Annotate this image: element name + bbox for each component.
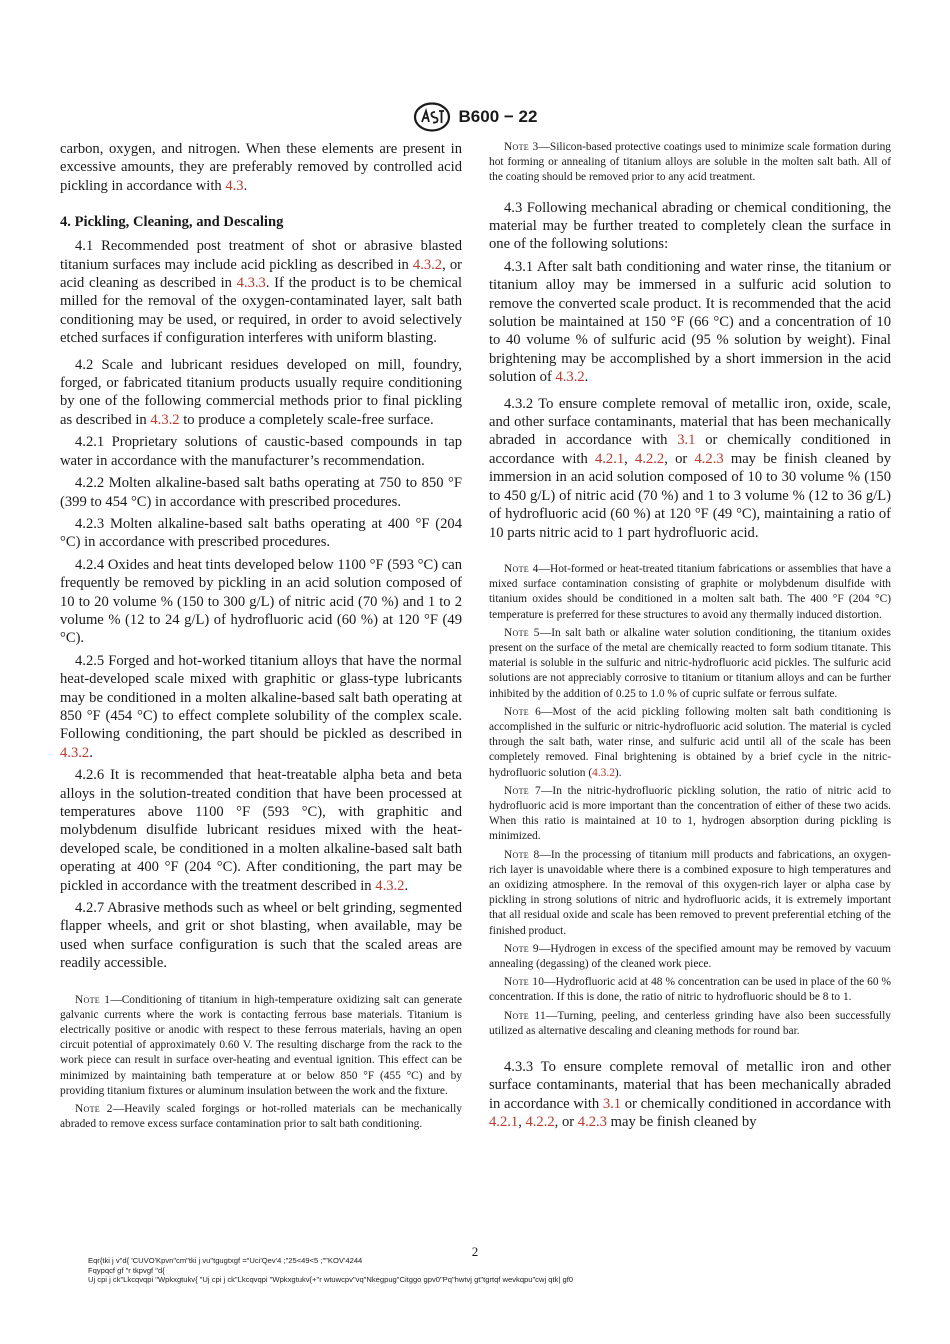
ref-link-3-1[interactable]: 3.1 bbox=[602, 1095, 622, 1112]
document-designation: B600 − 22 bbox=[458, 107, 538, 126]
ref-link-4-2-3[interactable]: 4.2.3 bbox=[694, 450, 724, 467]
document-header bbox=[0, 102, 950, 132]
paragraph-intro: carbon, oxygen, and nitrogen. When these elements are present in excessive amounts, they are preferably removed by controlled acid pickling in accordance with 4.3. bbox=[60, 141, 462, 194]
note-7: Note 7—In the nitric-hydrofluoric pickling solution, the ratio of nitric acid to hydrofluoric acid is more important than the concentration of either of these two acids. When this ratio is maintained at 10 to 1, hydrogen absorption during pickling is minimized. bbox=[489, 784, 891, 843]
paragraph-4-2-3: 4.2.3 Molten alkaline-based salt baths operating at 400 °F (204 °C) in accordance with prescribed procedures. bbox=[60, 515, 462, 551]
right-column bbox=[489, 140, 891, 1136]
ref-link-4-3-2[interactable]: 4.3.2 bbox=[375, 877, 405, 894]
note-2: Note 2—Heavily scaled forgings or hot-rolled materials can be mechanically abraded to remove excess surface contamination prior to salt bath conditioning. bbox=[60, 1103, 462, 1131]
paragraph-4-2-5: 4.2.5 Forged and hot-worked titanium alloys that have the normal heat-developed scale mixed with graphitic or glass-type lubricants may be conditioned in a molten alkaline-based salt bath operating at 850 °F (454 °C) to effect complete solubility of the complex scale. Following conditioning, the part should be pickled as described in 4.3.2. bbox=[60, 652, 462, 761]
astm-logo-icon bbox=[413, 102, 451, 132]
note-11: Note 11—Turning, peeling, and centerless grinding have also been successfully utilized as alternative descaling and cleaning methods for round bar. bbox=[489, 1009, 891, 1037]
note-1: Note 1—Conditioning of titanium in high-temperature oxidizing salt can generate galvanic currents where the work is contacting ferrous base materials. Titanium is electrically positive or anodic with respect to these ferrous materials, having an open circuit potential of approximately 0.60 V. The resulting discharge from the rack to the work piece can result in surface over-heating and eventual ignition. This effect can be minimized by maintaining bath temperature at or below 850 °F (455 °C) and by providing titanium fixtures or aluminum insulation between the work and the fixture. bbox=[60, 993, 463, 1097]
footer-line: Fqypqcf gf "r tkpvgf "d{ bbox=[88, 1265, 165, 1275]
ref-link-4-3-2[interactable]: 4.3.2 bbox=[150, 411, 180, 428]
ref-link-4-3-2[interactable]: 4.3.2 bbox=[60, 744, 90, 761]
note-5: Note 5—In salt bath or alkaline water solution conditioning, the titanium oxides present on the surface of the metal are chemically reacted to form sodium titanate. This material is soluble in the sulfuric and nitric-hydrofluoric acid pickles. The sulfuric acid solutions are not appreciably corrosive to titanium or titanium alloys and can be further inhibited by the addition of 0.25 to 1.0 % of cupric sulfate or ferrous sulfate. bbox=[489, 626, 891, 700]
paragraph-4-3-3: 4.3.3 To ensure complete removal of metallic iron and other surface contaminants, material that has been mechanically abraded in accordance with 3.1 or chemically conditioned in accordance with 4.2.1, 4.2.2, or 4.2.3 may be finish cleaned by bbox=[489, 1059, 891, 1131]
note-4: Note 4—Hot-formed or heat-treated titanium fabrications or assemblies that have a mixed surface contamination consisting of graphite or molybdenum disulfide with titanium oxides should be conditioned in a molten salt bath. The 400 °F (204 °C) temperature is preferred for these structures to avoid any thermally induced distortion. bbox=[489, 562, 891, 621]
note-8: Note 8—In the processing of titanium mill products and fabrications, an oxygen-rich layer is unavoidable where there is a combined exposure to high temperatures and an oxidizing atmosphere. In the removal of this oxygen-rich layer or alpha case by pickling in strong solutions of nitric and hydrofluoric acids, it is extremely important that all residual oxide and scale has been removed to prevent preferential etching of the finished product. bbox=[489, 848, 891, 937]
note-3: Note 3—Silicon-based protective coatings used to minimize scale formation during hot forming or annealing of titanium alloys are soluble in the molten salt bath. All of the coating should be removed prior to any acid treatment. bbox=[489, 141, 892, 184]
paragraph-4-2-4: 4.2.4 Oxides and heat tints developed below 1100 °F (593 °C) can frequently be removed by pickling in an acid solution composed of 10 to 20 volume % (150 to 300 g/L) of nitric acid (70 %) and 1 to 2 volume % (12 to 24 g/L) of hydrofluoric acid (60 %) at 120 °F (49 °C). bbox=[60, 556, 462, 647]
paragraph-4-2: 4.2 Scale and lubricant residues developed on mill, foundry, forged, or fabricated titanium products usually require conditioning by one of the following commercial methods prior to final pickling as described in 4.3.2 to produce a completely scale-free surface. bbox=[60, 356, 462, 428]
paragraph-4-2-1: 4.2.1 Proprietary solutions of caustic-based compounds in tap water in accordance with the manufacturer’s recommendation. bbox=[60, 434, 462, 469]
ref-link-4-3-2[interactable]: 4.3.2 bbox=[592, 766, 615, 779]
ref-link-4-2-1[interactable]: 4.2.1 bbox=[489, 1114, 519, 1131]
section-heading-4: 4. Pickling, Cleaning, and Descaling bbox=[60, 214, 284, 231]
ref-link-4-3[interactable]: 4.3 bbox=[225, 177, 244, 194]
ref-link-4-3-2[interactable]: 4.3.2 bbox=[412, 256, 443, 273]
ref-link-4-2-3[interactable]: 4.2.3 bbox=[577, 1114, 607, 1131]
note-6: Note 6—Most of the acid pickling following molten salt bath conditioning is accomplished in the sulfuric or nitric-hydrofluoric acid solution. The material is cycled through the salt bath, water rinse, and sulfuric acid until all of the scale has been completely removed. Final brightening is obtained by a brief cycle in the nitric-hydrofluoric solution (4.3.2). bbox=[489, 705, 891, 779]
ref-link-4-2-1[interactable]: 4.2.1 bbox=[594, 450, 625, 467]
ref-link-4-3-3[interactable]: 4.3.3 bbox=[236, 275, 266, 292]
paragraph-4-2-2: 4.2.2 Molten alkaline-based salt baths operating at 750 to 850 °F (399 to 454 °C) in accordance with prescribed procedures. bbox=[60, 475, 462, 510]
left-column bbox=[60, 140, 462, 1135]
paragraph-4-2-6: 4.2.6 It is recommended that heat-treatable alpha beta and beta alloys in the solution-treated condition that have been processed at temperatures above 1100 °F (593 °C), with graphitic and molybdenum disulfide lubricant residues mixed with the heat-developed scale, be conditioned in a molten alkaline-based salt bath operating at 400 °F (204 °C). After conditioning, the part may be pickled in accordance with the treatment described in 4.3.2. bbox=[60, 767, 462, 894]
paragraph-4-3-1: 4.3.1 After salt bath conditioning and water rinse, the titanium or titanium alloy may be immersed in a sulfuric acid solution to remove the converted scale product. It is recommended that the acid solution be maintained at 150 °F (66 °C) and a concentration of 10 to 40 volume % of sulfuric acid (95 % solution by weight). Final brightening may be accomplished by a short immersion in the acid solution of 4.3.2. bbox=[489, 258, 891, 386]
license-footer bbox=[88, 1256, 788, 1285]
page-number: 2 bbox=[471, 1244, 479, 1259]
ref-link-4-2-2[interactable]: 4.2.2 bbox=[525, 1114, 555, 1131]
ref-link-4-2-2[interactable]: 4.2.2 bbox=[635, 450, 665, 467]
ref-link-4-3-2[interactable]: 4.3.2 bbox=[555, 369, 585, 386]
footer-line: Eqr{tki j v"d{ 'CUVO'Kpvn"cm"tki j vu"tgugtxgf ="Uci'Qev'4 ;"25<49<5 ;""KOV'4244 bbox=[88, 1256, 363, 1265]
paragraph-4-2-7: 4.2.7 Abrasive methods such as wheel or belt grinding, segmented flapper wheels, and grit or shot blasting, when available, may be used when surface configuration is such that the scaled areas are readily accessible. bbox=[60, 900, 462, 972]
paragraph-4-1: 4.1 Recommended post treatment of shot or abrasive blasted titanium surfaces may include acid pickling as described in 4.3.2, or acid cleaning as described in 4.3.3. If the product is to be chemical milled for the removal of the oxygen-contaminated layer, salt bath conditioning may be used, or required, in order to avoid selectively etched surfaces if configuration interferes with uniform blasting. bbox=[60, 238, 462, 347]
footer-line: Uj cpi j ck"Lkcqvqpi "Wpkxgtukv{ "Uj cpi j ck"Lkcqvqpi "Wpkxgtukv{+"r wtuwcpv"vq"Nkegpug"Citggo gpv0"Pq"hwtvj gt"tgrtqf wevkqpu"cwj qtk| gf0 bbox=[88, 1275, 574, 1285]
paragraph-4-3: 4.3 Following mechanical abrading or chemical conditioning, the material may be further treated to completely clean the surface in one of the following solutions: bbox=[489, 199, 891, 253]
note-10: Note 10—Hydrofluoric acid at 48 % concentration can be used in place of the 60 % concentration. If this is done, the ratio of nitric to hydrofluoric should be 8 to 1. bbox=[489, 976, 891, 1004]
ref-link-3-1[interactable]: 3.1 bbox=[677, 432, 696, 449]
note-9: Note 9—Hydrogen in excess of the specified amount may be removed by vacuum annealing (degassing) of the cleaned work piece. bbox=[489, 942, 892, 970]
paragraph-4-3-2: 4.3.2 To ensure complete removal of metallic iron, oxide, scale, and other surface contaminants, material that has been mechanically abraded in accordance with 3.1 or chemically conditioned in accordance with 4.2.1, 4.2.2, or 4.2.3 may be finish cleaned by immersion in an acid solution composed of 10 to 30 volume % (150 to 450 g/L) of nitric acid (70 %) and 1 to 3 volume % (12 to 36 g/L) of hydrofluoric acid (60 %) at 120 °F (49 °C), maintaining a ratio of 10 parts nitric acid to 1 part hydrofluoric acid. bbox=[489, 395, 891, 541]
